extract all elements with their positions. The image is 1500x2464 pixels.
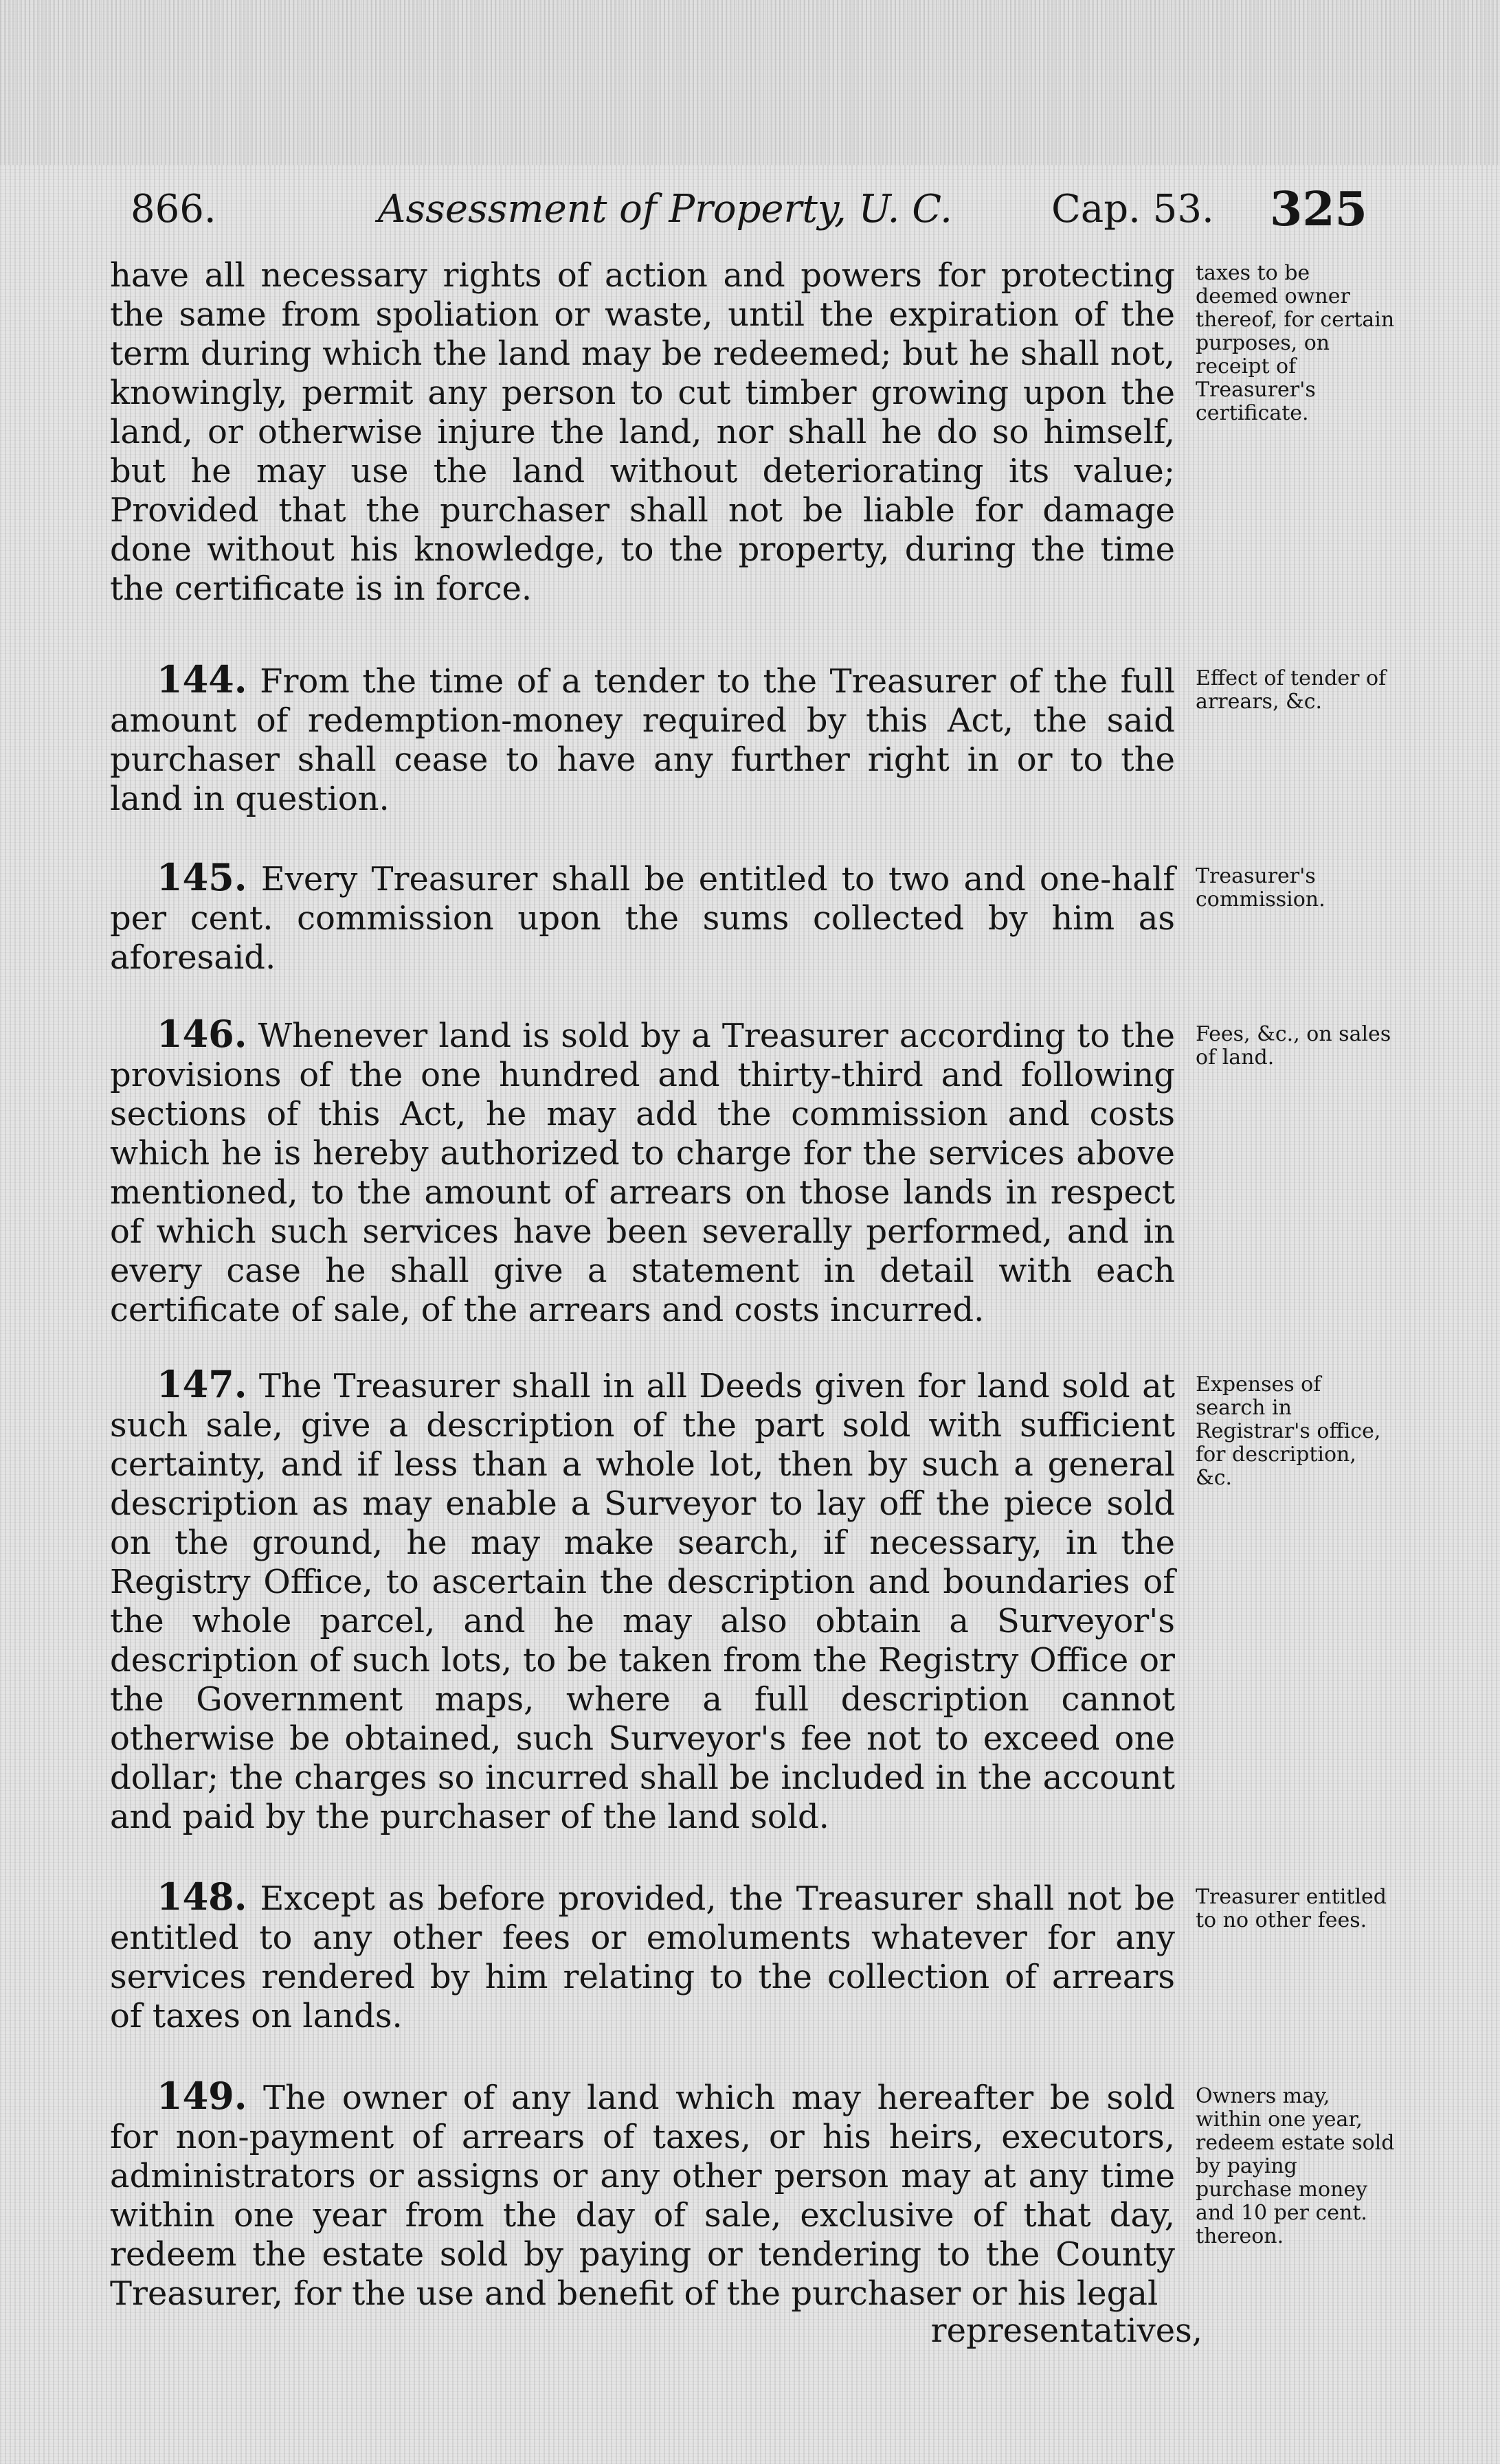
page-header <box>131 179 1367 240</box>
margin-note-continued: taxes to be deemed owner thereof, for certain purposes, on receipt of Treasurer's certificate. <box>1196 261 1395 425</box>
running-section-number: 866. <box>131 187 216 231</box>
section-145 <box>110 855 1209 977</box>
section-text: Except as before provided, the Treasurer shall not be entitled to any other fees or emoluments whatever for any services rendered by him relating to the collection of arrears of taxes on lands. <box>110 1879 1175 2035</box>
section-147 <box>110 1362 1209 1837</box>
section-146 <box>110 1012 1209 1330</box>
section-text: Every Treasurer shall be entitled to two and one-half per cent. commission upon the sums collected by him as aforesaid. <box>110 860 1175 977</box>
section-text: have all necessary rights of action and powers for protecting the same from spoliation or waste, until the expiration of the term during which the land may be redeemed; but he shall not, knowingly, permit any person to cut timber growing upon the land, or otherwise injure the land, nor shall he do so himself, but he may use the land without deteriorating its value; Provided that the purchaser shall not be liable for damage done without his knowledge, to the property, during the time the certificate is in force. <box>110 256 1175 608</box>
scan-top-band <box>0 0 1500 165</box>
catchword: representatives, <box>930 2312 1202 2350</box>
section-number: 145. <box>157 855 247 899</box>
section-number: 149. <box>157 2074 247 2118</box>
margin-note-146: Fees, &c., on sales of land. <box>1196 1022 1391 1070</box>
section-148 <box>110 1877 1209 2036</box>
section-144 <box>110 657 1209 819</box>
section-number: 148. <box>157 1875 247 1919</box>
margin-note-147: Expenses of search in Registrar's office, for description, &c. <box>1196 1372 1381 1490</box>
margin-note-148: Treasurer entitled to no other fees. <box>1196 1885 1387 1932</box>
section-number: 144. <box>157 657 247 701</box>
section-text: The Treasurer shall in all Deeds given for land sold at such sale, give a description of the part sold with sufficient certainty, and if less than a whole lot, then by such a general description as may enable a Surveyor to lay off the piece sold on the ground, he may make search, if necessary, in the Registry Office, to ascertain the description and boundaries of the whole parcel, and he may also obtain a Surveyor's description of such lots, to be taken from the Registry Office or the Government maps, where a full description cannot otherwise be obtained, such Surveyor's fee not to exceed one dollar; the charges so incurred shall be included in the account and paid by the purchaser of the land sold. <box>110 1367 1175 1836</box>
section-number: 146. <box>157 1012 247 1056</box>
section-number: 147. <box>157 1362 247 1406</box>
page-number: 325 <box>1270 182 1367 237</box>
section-149 <box>110 2074 1209 2314</box>
margin-note-144: Effect of tender of arrears, &c. <box>1196 666 1387 714</box>
running-title: Assessment of Property, U. C. <box>378 187 952 231</box>
margin-note-149: Owners may, within one year, redeem estate sold by paying purchase money and 10 per cent. thereon. <box>1196 2084 1395 2248</box>
margin-note-145: Treasurer's commission. <box>1196 864 1325 912</box>
document-page <box>103 168 1395 2449</box>
section-continued <box>110 256 1209 609</box>
chapter-label: Cap. 53. <box>1051 187 1214 231</box>
section-text: Whenever land is sold by a Treasurer according to the provisions of the one hundred and thirty-third and following sections of this Act, he may add the commission and costs which he is hereby authorized to charge for the services above mentioned, to the amount of arrears on those lands in respect of which such services have been severally performed, and in every case he shall give a statement in detail with each certificate of sale, of the arrears and costs incurred. <box>110 1017 1176 1329</box>
section-text: The owner of any land which may hereafter be sold for non-payment of arrears of taxes, or his heirs, executors, administrators or assigns or any other person may at any time within one year from the day of sale, exclusive of that day, redeem the estate sold by paying or tendering to the County Treasurer, for the use and benefit of the purchaser or his legal <box>110 2079 1175 2313</box>
section-text: From the time of a tender to the Treasurer of the full amount of redemption-money required by this Act, the said purchaser shall cease to have any further right in or to the land in question. <box>110 662 1176 818</box>
